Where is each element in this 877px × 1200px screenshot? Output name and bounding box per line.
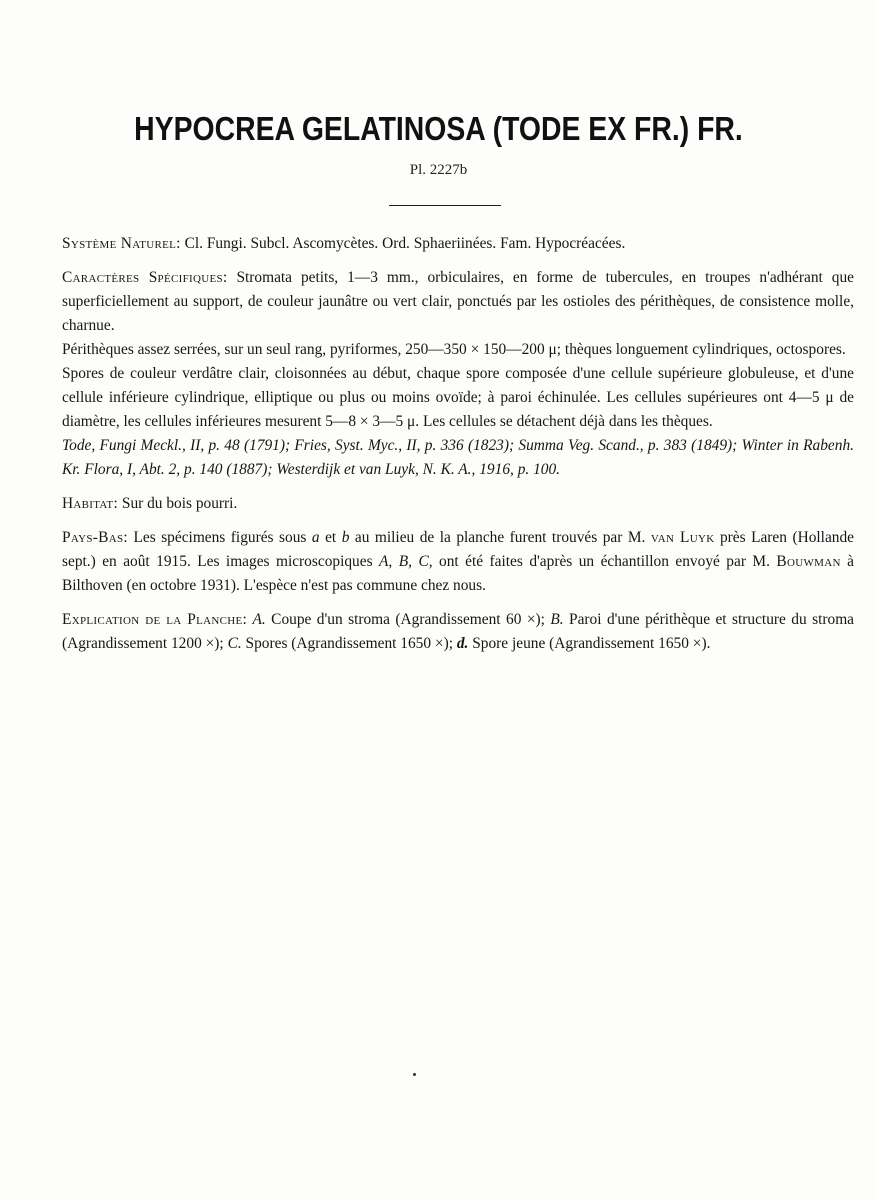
plate-number: Pl. 2227b (409, 162, 468, 178)
paysbas-text-5: ont été faites d'après un échantillon envoyé par M. (432, 553, 777, 570)
paysbas-text-1: Les spécimens figurés sous (127, 529, 312, 546)
habitat-text: Sur du bois pourri. (118, 495, 238, 512)
perithecia-paragraph: Périthèques assez serrées, sur un seul rang, pyriformes, 250—350 × 150—200 μ; thèques longuement cylindriques, octospores. (62, 341, 846, 358)
collector-name-2: Bouwman (776, 553, 841, 570)
caracteres-text: Stromata petits, 1—3 mm., orbiculaires, en forme de tubercules, en troupes n'adhérant que superficiellement au support, de couleur jaunâtre ou vert clair, ponctués par les ostioles des périthèques, de consistence molle, charnue. (62, 269, 854, 334)
figure-b-label: B. (550, 611, 564, 628)
paysbas-text-3: au milieu de la planche furent trouvés par M. (349, 529, 651, 546)
figure-c-text: Spores (Agrandissement 1650 ×); (241, 635, 457, 652)
habitat-paragraph (62, 492, 854, 516)
references-paragraph: Tode, Fungi Meckl., II, p. 48 (1791); Fries, Syst. Myc., II, p. 336 (1823); Summa Veg. Scand., p. 383 (1849); Winter in Rabenh. Kr. Flora, I, Abt. 2, p. 140 (1887); Westerdijk et van Luyk, N. K. A., 1916, p. 100. (62, 437, 854, 478)
document-body (62, 232, 854, 656)
caracteres-label: Caractères Spécifiques: (62, 269, 228, 286)
specimen-a: a (311, 529, 320, 546)
speck-mark (413, 1073, 416, 1076)
page-title: HYPOCREA GELATINOSA (TODE EX FR.) FR. (134, 110, 743, 147)
explication-paragraph (62, 608, 854, 656)
figures-abc: A, B, C, (379, 553, 433, 570)
title-divider (389, 205, 501, 206)
figure-d-text: Spore jeune (Agrandissement 1650 ×). (468, 635, 711, 652)
figure-d-label: d. (456, 635, 469, 652)
habitat-label: Habitat: (62, 495, 119, 512)
paysbas-label: Pays-Bas: (62, 529, 128, 546)
collector-name-1: van Luyk (650, 529, 715, 546)
figure-c-label: C. (227, 635, 242, 652)
figure-a-label: A. (252, 611, 266, 628)
paysbas-text-2: et (319, 529, 342, 546)
systeme-label: Système Naturel: (62, 235, 181, 252)
explication-label: Explication de la Planche: (62, 611, 248, 628)
systeme-text: Cl. Fungi. Subcl. Ascomycètes. Ord. Sphaeriinées. Fam. Hypocréacées. (180, 235, 626, 252)
caracteres-paragraph (62, 266, 854, 338)
spores-paragraph: Spores de couleur verdâtre clair, cloisonnées au début, chaque spore composée d'une cellule supérieure globuleuse, et d'une cellule inférieure cylindrique, elliptique ou plus ou moins ovoïde; à paroi échinulée. Les cellules supérieures ont 4—5 μ de diamètre, les cellules inférieures mesurent 5—8 × 3—5 μ. Les cellules se détachent déjà dans les thèques. (62, 365, 854, 430)
paysbas-text-6: à Bilthoven (en octobre 1931). L'espèce n'est pas commune chez nous. (62, 553, 855, 594)
figure-a-text: Coupe d'un stroma (Agrandissement 60 ×); (265, 611, 551, 628)
paysbas-paragraph (62, 526, 854, 598)
figure-b-text: Paroi d'une périthèque et structure du stroma (Agrandissement 1200 ×); (62, 611, 854, 652)
specimen-b: b (341, 529, 350, 546)
systeme-paragraph (62, 232, 854, 256)
paysbas-text-4: près Laren (Hollande sept.) en août 1915. Les images microscopiques (62, 529, 854, 570)
